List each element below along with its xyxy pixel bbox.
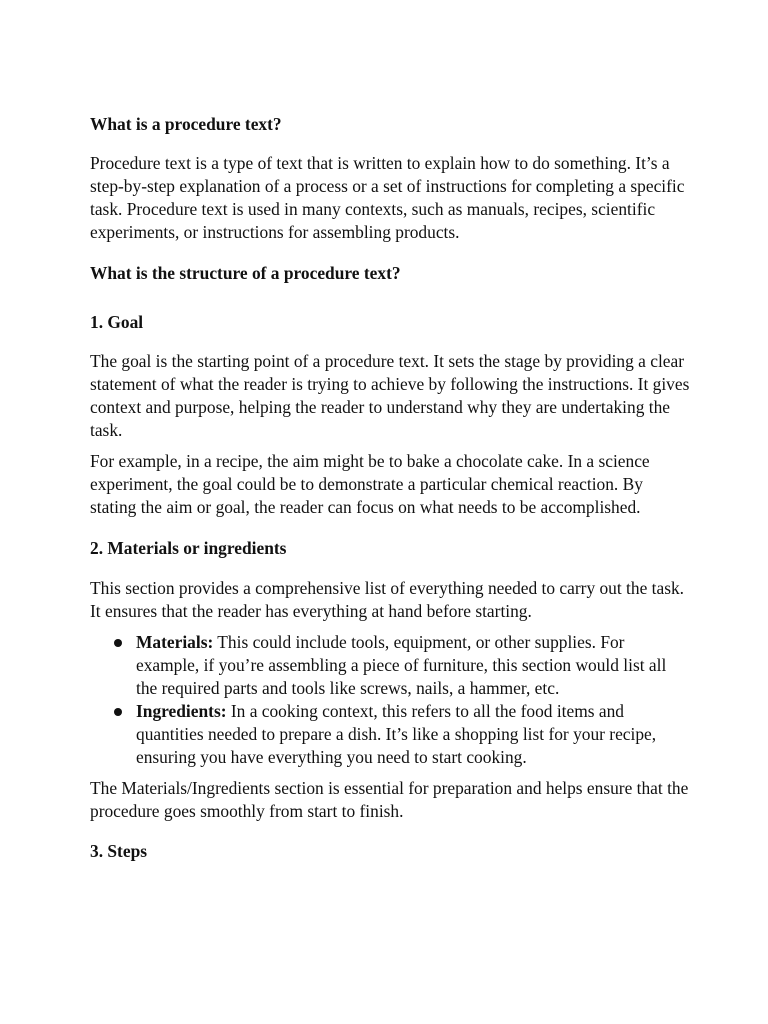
heading-what-is-procedure-text: What is a procedure text? bbox=[90, 114, 282, 134]
intro-paragraph: Procedure text is a type of text that is written to explain how to do something. It’s a step-by-step explanation of a process or a set of instructions for completing a specific task. Procedure text is used in many contexts, such as manuals, recipes, scientific experiments, or instructions for assembling products. bbox=[90, 153, 685, 242]
bullet-term: Materials: bbox=[136, 632, 214, 652]
list-item bbox=[136, 631, 690, 700]
bullet-term: Ingredients: bbox=[136, 701, 227, 721]
document-page bbox=[90, 113, 690, 863]
materials-bullet-list bbox=[90, 631, 690, 769]
materials-paragraph-1: This section provides a comprehensive list of everything needed to carry out the task. It ensures that the reader has everything at hand before starting. bbox=[90, 578, 685, 621]
bullet-text: In a cooking context, this refers to all the food items and quantities needed to prepare a dish. It’s like a shopping list for your recipe, ensuring you have everything you need to start cooking. bbox=[136, 701, 657, 767]
list-item bbox=[136, 700, 690, 769]
heading-goal: 1. Goal bbox=[90, 312, 144, 332]
bullet-text: This could include tools, equipment, or other supplies. For example, if you’re assembling a piece of furniture, this section would list all the required parts and tools like screws, nails, a hammer, etc. bbox=[136, 632, 667, 698]
heading-steps: 3. Steps bbox=[90, 841, 148, 861]
bullet-dot-icon bbox=[114, 708, 122, 716]
heading-materials: 2. Materials or ingredients bbox=[90, 538, 287, 558]
goal-paragraph-2: For example, in a recipe, the aim might be to bake a chocolate cake. In a science experiment, the goal could be to demonstrate a particular chemical reaction. By stating the aim or goal, the reader can focus on what needs to be accomplished. bbox=[90, 451, 650, 517]
bullet-dot-icon bbox=[114, 639, 122, 647]
goal-paragraph-1: The goal is the starting point of a procedure text. It sets the stage by providing a clear statement of what the reader is trying to achieve by following the instructions. It gives context and purpose, helping the reader to understand why they are undertaking the task. bbox=[90, 351, 690, 440]
heading-structure: What is the structure of a procedure text? bbox=[90, 263, 401, 283]
materials-paragraph-2: The Materials/Ingredients section is essential for preparation and helps ensure that the procedure goes smoothly from start to finish. bbox=[90, 778, 689, 821]
